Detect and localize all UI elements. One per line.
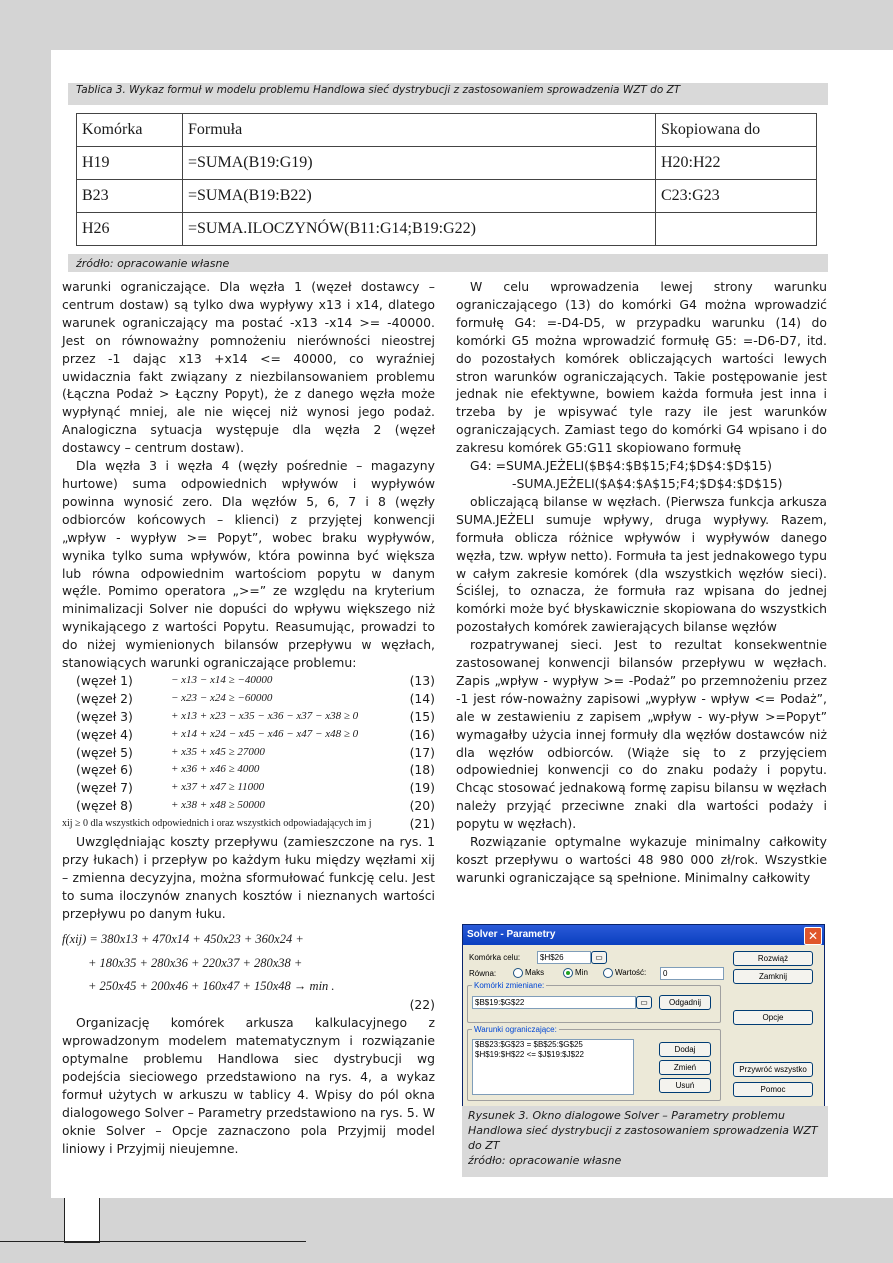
target-cell-input[interactable]: $H$26 (537, 951, 591, 964)
equation-number: (17) (409, 744, 435, 760)
table-cell: B23 (77, 180, 183, 213)
radio-icon (513, 968, 523, 978)
radio-icon (603, 968, 613, 978)
constraint-expr: + x13 + x23 − x35 − x36 − x37 − x38 ≥ 0 (171, 709, 359, 722)
constraint-expr: + x14 + x24 − x45 − x46 − x47 − x48 ≥ 0 (171, 727, 359, 740)
equation-number: (21) (409, 816, 435, 832)
radio-min-label: Min (575, 968, 588, 978)
constraint-label: (węzeł 8) (76, 798, 133, 814)
constraint-row (62, 672, 435, 690)
table-row (77, 180, 817, 213)
paragraph: warunki ograniczające. Dla węzła 1 (węzeł dostawcy – centrum dostaw) są tylko dwa wypływy x13 i x14, dlatego warunek ograniczający ma postać -x13 -x14 >= -40000. Jest on równoważny pomnożeniu nierówności nieostrej przez -1 dając x13 +x14 <= 40000, co wyraźniej uwidacznia fakt związany z niezbilansowaniem problemu (Łączna Podaż > Łączny Popyt), że z danego węzła może wypłynąć mniej, ale nie więcej niż wynosi jego podaż. Analogiczna sytuacja występuje dla węzła 2 (węzeł dostawcy – centrum dostaw). (62, 279, 435, 456)
paragraph: Rozwiązanie optymalne wykazuje minimalny całkowity koszt przepływu o wartości 48 980 000 zł/rok. Wszystkie warunki ograniczające są spełnione. Minimalny całkowity (456, 834, 827, 885)
constraint-expr: + x38 + x48 ≥ 50000 (171, 799, 265, 812)
paragraph: Organizację komórek arkusza kalkulacyjnego z wprowadzonym modelem matematycznym i rozwiązanie optymalne problemu Handlowa siec dystrybucji wg podejścia sieciowego przedstawiono na rys. 4, a wykaz formuł użytych w arkuszu w tablicy 4. Wpisy do pól okna dialogowego Solver – Parametry przedstawiono na rys. 5. W oknie Solver – Opcje zaznaczono pola Przyjmij model liniowy i Przyjmij nieujemne. (62, 1015, 435, 1156)
table-cell: H19 (77, 147, 183, 180)
constraint-row (62, 690, 435, 708)
constraints-label: Warunki ograniczające: (474, 1025, 557, 1034)
constraint-row (62, 779, 435, 797)
constraint-row (62, 708, 435, 726)
close-icon[interactable]: ✕ (804, 927, 822, 945)
objective-line-3: + 250x45 + 200x46 + 160x47 + 150x48 → min . (88, 979, 335, 994)
constraint-label: (węzeł 2) (76, 690, 133, 706)
paragraph: obliczającą bilanse w węzłach. (Pierwsza funkcja arkusza SUMA.JEŻELI sumuje wpływy, druga wypływy. Razem, formuła oblicza różnice wpływów i wypływów danego węzła, tzw. wpływ netto). Formuła ta jest jednakowego typu w całym zakresie komórek (dla wszystkich węzłów sieci). Ściślej, to oznacza, że formuła raz wpisana do jednej komórki może być błyskawicznie skopiowana do wszystkich pozostałych komórek zawierających bilanse węzłów (456, 493, 827, 635)
options-button[interactable]: Opcje (733, 1010, 813, 1025)
nonnegativity-condition: xij ≥ 0 dla wszystkich odpowiednich i oraz wszystkich odpowiadających im j (62, 818, 372, 830)
equation-number: (14) (409, 690, 435, 706)
table-cell: C23:G23 (656, 180, 817, 213)
equation-number: (13) (409, 672, 435, 688)
value-input[interactable]: 0 (660, 967, 724, 980)
constraint-label: (węzeł 3) (76, 708, 133, 724)
table-cell: =SUMA(B19:B22) (183, 180, 656, 213)
constraint-expr: + x36 + x46 ≥ 4000 (171, 763, 260, 776)
paragraph: rozpatrywanej sieci. Jest to rezultat konsekwentnie zastosowanej konwencji bilansów przepływu w węzłach. Zapis „wpływ - wypływ >= -Podaż” po przemnożeniu przez -1 jest rów-noważny zapisowi „wypływ - wpływ <= Podaż”, ale w zestawieniu z zapisem „wpływ - wy-pływ >=Popyt” wymagałby użycia innej formuły dla węzłów dostawców niż dla węzłów odbiorców. (Wiąże się to z przyjęciem odpowiedniej konwencji co do znaku podaży i popytu. Chcąc stosować jednakową formę zapisu bilansu w węzłach należy przyjąć przeciwne znaki dla wartości podaży i popytu w węzłach). (456, 637, 827, 832)
objective-line-2: + 180x35 + 280x36 + 220x37 + 280x38 + (88, 955, 303, 970)
add-button[interactable]: Dodaj (659, 1042, 711, 1057)
constraint-label: (węzeł 1) (76, 672, 133, 688)
table-header-cell: Komórka (77, 114, 183, 147)
constraint-expr: + x35 + x45 ≥ 27000 (171, 745, 265, 758)
figure-source: źródło: opracowanie własne (468, 1154, 622, 1167)
solve-button[interactable]: Rozwiąż (733, 951, 813, 966)
constraint-row (62, 744, 435, 762)
table-cell: H26 (77, 213, 183, 246)
table-header-row (77, 114, 817, 147)
delete-button[interactable]: Usuń (659, 1078, 711, 1093)
constraint-label: (węzeł 5) (76, 744, 133, 760)
equation-number: (15) (409, 708, 435, 724)
table-row (77, 147, 817, 180)
paragraph: Uwzględniając koszty przepływu (zamieszczone na rys. 1 przy łukach) i przepływ po każdym łuku między węzłami xij – zmienna decyzyjna, można sformułować funkcję celu. Jest to suma iloczynów znanych kosztów i nieznanych wartości przepływu po danym łuku. (62, 834, 435, 921)
constraint-expr: − x23 − x24 ≥ −60000 (171, 691, 273, 704)
constraints-list (62, 672, 435, 833)
help-button[interactable]: Pomoc (733, 1082, 813, 1097)
objective-line-1: f(xij) = 380x13 + 470x14 + 450x23 + 360x24 + (62, 931, 304, 946)
dialog-title: Solver - Parametry (463, 925, 824, 945)
constraint-row (62, 761, 435, 779)
equation-number: (16) (409, 726, 435, 742)
equation-number: (22) (409, 997, 435, 1013)
collapse-dialog-icon[interactable]: ▭ (591, 951, 607, 964)
radio-max-label: Maks (525, 968, 545, 978)
constraint-expr: + x37 + x47 ≥ 11000 (171, 781, 265, 794)
table-cell (656, 213, 817, 246)
constraint-row (62, 726, 435, 744)
paragraph: Dla węzła 3 i węzła 4 (węzły pośrednie – magazyny hurtowe) suma odpowiednich wpływów i wypływów powinna wynosić zero. Dla węzłów 5, 6, 7 i 8 (węzły odbiorców końcowych – klienci) z przyjętej konwencji „wpływ - wypływ >= Popyt”, wobec braku wypływów, wynika tylko suma wpływów, która powinna być większa lub równa odpowiednim wartościom popytu w danym węźle. Pomimo operatora „>=” ze względu na kryterium minimalizacji Solver nie dopuści do wpływu większego niż wynikającego z wartości Popytu. Reasumując, prowadzi to do niżej wymienionych bilansów przepływu w węzłach, stanowiących warunki ograniczające problemu: (62, 458, 435, 671)
changing-cells-input[interactable]: $B$19:$G$22 (472, 996, 636, 1009)
left-column (62, 278, 435, 1158)
page-number-box (64, 1198, 100, 1243)
table-cell: H20:H22 (656, 147, 817, 180)
table-cell: =SUMA.ILOCZYNÓW(B11:G14;B19:G22) (183, 213, 656, 246)
footer-rule (0, 1241, 306, 1242)
figure-caption: Rysunek 3. Okno dialogowe Solver – Parametry problemu Handlowa sieć dystrybucji z zastosowaniem sprowadzenia WZT do ZT (468, 1109, 818, 1152)
collapse-dialog-icon[interactable]: ▭ (636, 996, 652, 1009)
equation-number: (19) (409, 780, 435, 796)
table-source: źródło: opracowanie własne (68, 254, 828, 272)
constraint-expr: − x13 − x14 ≥ −40000 (171, 673, 273, 686)
close-button[interactable]: Zamknij (733, 969, 813, 984)
formula-line-2: -SUMA.JEŻELI($A$4:$A$15;F4;$D$4:$D$15) (512, 475, 783, 491)
right-column (456, 278, 827, 887)
paragraph: W celu wprowadzenia lewej strony warunku ograniczającego (13) do komórki G4 można wprowadzić formułę G4: =-D4-D5, w przypadku warunku (14) do komórki G5 można wprowadzić formułę G5: =-D6-D7, itd. do pozostałych komórek obliczających wartości lewych stron warunków ograniczających. Takie postępowanie jest jednak nie efektywne, bowiem każda formuła jest inna i trzeba by je wpisywać tyle razy ile jest warunków ograniczających. Zamiast tego do komórki G4 wpisano i do zakresu komórek G5:G11 skopiowano formułę (456, 279, 827, 456)
constraints-listbox[interactable] (472, 1039, 634, 1095)
constraint-label: (węzeł 6) (76, 762, 133, 778)
target-cell-label: Komórka celu: (469, 953, 521, 962)
solver-dialog (462, 924, 825, 1108)
radio-value-label: Wartość: (615, 968, 647, 978)
table-header-cell: Formuła (183, 114, 656, 147)
constraint-row (62, 797, 435, 815)
table-header-cell: Skopiowana do (656, 114, 817, 147)
constraint-label: (węzeł 7) (76, 780, 133, 796)
equation-number: (20) (409, 798, 435, 814)
table-cell: =SUMA(B19:G19) (183, 147, 656, 180)
formula-table (76, 113, 817, 246)
radio-max[interactable] (513, 968, 544, 978)
equal-to-label: Równa: (469, 969, 497, 978)
constraint-entry[interactable]: $B$23:$G$23 = $B$25:$G$25 (475, 1040, 583, 1049)
changing-cells-label: Komórki zmieniane: (474, 981, 545, 990)
equation-number: (18) (409, 762, 435, 778)
radio-min[interactable] (563, 968, 588, 978)
figure-caption-box (462, 1106, 828, 1177)
constraint-label: (węzeł 4) (76, 726, 133, 742)
constraint-row (62, 815, 435, 833)
table-caption: Tablica 3. Wykaz formuł w modelu problemu Handlowa sieć dystrybucji z zastosowaniem sprowadzenia WZT do ZT (68, 83, 828, 105)
guess-button[interactable]: Odgadnij (659, 995, 711, 1010)
change-button[interactable]: Zmień (659, 1060, 711, 1075)
table-row (77, 213, 817, 246)
formula-line-1: G4: =SUMA.JEŻELI($B$4:$B$15;F4;$D$4:$D$15) (470, 458, 772, 474)
radio-icon (563, 968, 573, 978)
constraint-entry[interactable]: $H$19:$H$22 <= $J$19:$J$22 (475, 1050, 584, 1059)
reset-all-button[interactable]: Przywróć wszystko (733, 1062, 813, 1077)
radio-value[interactable] (603, 968, 646, 978)
